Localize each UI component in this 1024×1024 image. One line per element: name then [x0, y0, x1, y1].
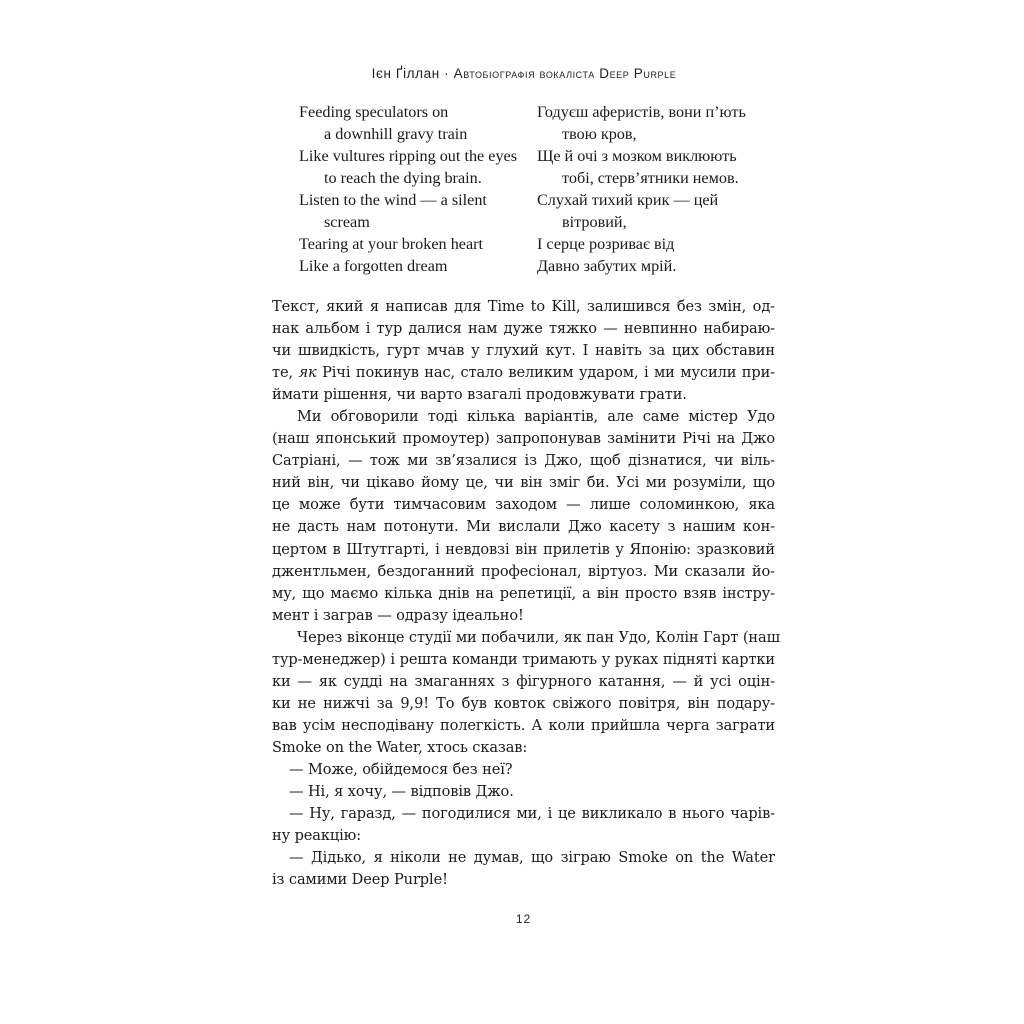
paragraph-1: [272, 296, 775, 406]
text-line: ки — як судді на змаганнях з фігурного катання, — й усі оцін-: [272, 672, 775, 690]
text-line: — Може, обійдемося без неї?: [289, 760, 513, 778]
text-line: му, що маємо кілька днів на репетиції, а він просто взяв інстру-: [272, 584, 775, 602]
text-line: мент і заграв — одразу ідеально!: [272, 606, 524, 624]
text-line: цертом в Штутгарті, і невдовзі він прилетів у Японію: зразковий: [272, 540, 775, 558]
text-line: Ми обговорили тоді кілька варіантів, але саме містер Удо: [297, 408, 775, 426]
text-line: ний він, чи цікаво йому це, чи він зміг би. Усі ми розуміли, що: [272, 474, 775, 492]
dialog-line-4: [272, 847, 775, 891]
text-line: ймати рішення, чи варто взагалі продовжувати грати.: [272, 386, 687, 404]
text-line: це може бути тимчасовим заходом — лише соломинкою, яка: [272, 496, 775, 514]
text-line: Smoke on the Water, хтось сказав:: [272, 738, 528, 756]
poem-line: Like vultures ripping out the eyes: [299, 147, 518, 165]
poem-line: Слухай тихий крик — цей: [537, 191, 719, 209]
poem-block: [299, 101, 779, 281]
text-line: ну реакцію:: [272, 827, 362, 845]
poem-line: to reach the dying brain.: [324, 169, 482, 187]
poem-line: scream: [324, 213, 370, 231]
text-line: чи швидкість, гурт мчав у глухий кут. І навіть за цих обставин: [272, 342, 775, 360]
text-line: із самими Deep Purple!: [272, 871, 448, 889]
header-title: Автобіографія вокаліста Deep Purple: [453, 66, 677, 81]
text-line: [272, 362, 775, 384]
poem-line: Ще й очі з мозком виклюють: [537, 147, 737, 165]
text-line: вав усім несподівану полегкість. А коли прийшла черга заграти: [272, 716, 775, 734]
text-line: — Дідько, я ніколи не думав, що зіграю Smoke on the Water: [289, 849, 775, 867]
poem-ukrainian-column: [537, 101, 746, 277]
poem-english-column: [299, 101, 517, 277]
text-line: джентльмен, бездоганний професіонал, віртуоз. Ми сказали йо-: [272, 562, 775, 580]
poem-line: Listen to the wind — a silent: [299, 191, 487, 209]
text-segment: те,: [272, 364, 299, 382]
poem-line: вітровий,: [562, 213, 627, 231]
poem-line: тобі, стерв’ятники немов.: [562, 169, 739, 187]
poem-line: Годуєш аферистів, вони п’ють: [537, 103, 746, 121]
body-text: [272, 296, 781, 891]
poem-line: Tearing at your broken heart: [299, 235, 484, 253]
poem-line: твою кров,: [562, 125, 637, 143]
text-line: — Ну, гаразд, — погодилися ми, і це викликало в нього чарів-: [289, 805, 775, 823]
text-line: Текст, який я написав для Time to Kill, залишився без змін, од-: [272, 298, 775, 315]
text-line: нак альбом і тур далися нам дуже тяжко — невпинно набираю-: [272, 320, 775, 338]
paragraph-2: [272, 406, 775, 626]
text-segment: Річі покинув нас, стало великим ударом, і ми мусили при-: [316, 364, 775, 382]
text-line: не дасть нам потонути. Ми вислали Джо касету з нашим кон-: [272, 518, 775, 536]
text-line: (наш японський промоутер) запропонував замінити Річі на Джо: [272, 430, 775, 448]
paragraph-3: [272, 627, 781, 759]
header-separator: ·: [444, 66, 450, 81]
poem-line: Like a forgotten dream: [299, 257, 448, 275]
text-line: Через віконце студії ми побачили, як пан Удо, Колін Гарт (наш: [297, 628, 781, 646]
poem-line: Давно забутих мрій.: [537, 257, 677, 275]
dialog-line-1: [272, 759, 775, 781]
poem-line: Feeding speculators on: [299, 103, 449, 121]
text-line: Сатріані, — тож ми зв’язалися із Джо, щоб дізнатися, чи віль-: [272, 452, 775, 470]
emphasis-word: як: [298, 364, 317, 382]
running-header: [272, 66, 776, 81]
page-number: 12: [515, 912, 532, 926]
dialog-line-2: [272, 781, 775, 803]
poem-line: a downhill gravy train: [324, 125, 468, 143]
header-author: Ієн Ґіллан: [371, 66, 440, 81]
poem-line: І серце розриває від: [537, 235, 675, 253]
text-line: — Ні, я хочу, — відповів Джо.: [289, 783, 514, 801]
dialog-line-3: [272, 803, 775, 847]
text-line: тур-менеджер) і решта команди тримають у руках підняті картки: [272, 650, 775, 668]
text-line: ки не нижчі за 9,9! То був ковток свіжого повітря, він подару-: [272, 694, 775, 712]
